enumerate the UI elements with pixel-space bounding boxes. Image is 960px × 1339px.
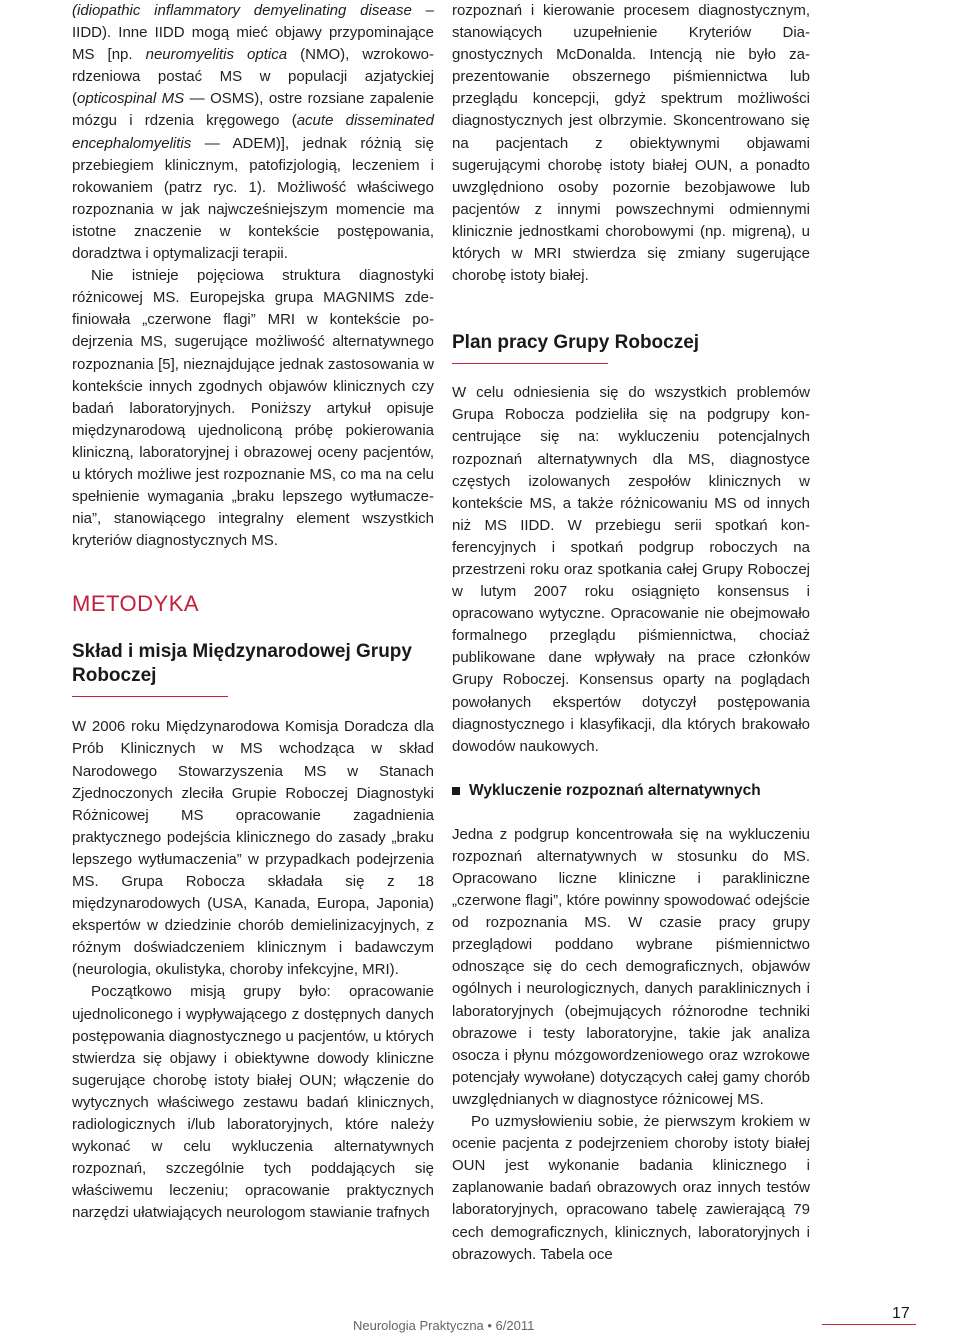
paragraph-continuation: rozpoznań i kierowanie procesem diagnostycznym, stanowiących uzupełnienie Kryteriów Diagnostycznych McDonalda. Intencją nie było zaprezentowanie obszernego piśmiennictwa lub przeglądu koncepcji, gdyż spektrum możliwości diagnostycznych jest olbrzymie. Skoncentrowano się na pacjentach z obiektywnymi objawami sugerującymi chorobę istoty białej OUN, a ponadto uwzględniono osoby pozornie bezobjawowe lub pacjentów z innymi powszechnymi odmiennymi klinicznie jednostkami chorobowymi (np. migreną), u których w MRI stwierdza się zmiany sugerujące chorobę istoty białej. xyxy=(452,2,810,285)
paragraph-work-plan: W celu odniesienia się do wszystkich problemów Grupa Robocza podzieliła się na podgrupy koncentrujące się na: wykluczeniu potencjalnych rozpoznań alternatywnych dla MS, diagnostyce częstych izolowanych zespołów klinicznych w kontekście MS, a także różnicowaniu MS od innych niż MS IIDD. W przebiegu serii spotkań konferencyjnych i spotkań podgrup roboczych na przestrzeni roku oraz spotkania całej Grupy Roboczej w lutym 2007 roku osiągnięto konsensus i opracowano wytyczne. Opracowanie nie obejmowało formalnego przeglądu piśmiennictwa, chociaż publikowane dane wpływały na prace członków Grupy Roboczej. Konsensus oparty na poglądach powołanych ekspertów dotyczył postępowania diagnostycznego i klasyfikacji, dla których brakowało dowodów naukowych. xyxy=(452,384,810,755)
structure-paragraph: Nie istnieje pojęciowa struktura diagnostyki różnicowej MS. Europejska grupa MAGNIMS zdefiniowała „czerwone flagi” MRI w kontekście podejrzenia MS, sugerujące możliwość alternatywnego rozpoznania [5], nieznajdujące jednak zastosowania w kontekście innych zgodnych objawów klinicznych czy badań laboratoryjnych. Poniższy artykuł opisuje międzynarodową ujednoliconą próbę pokierowania kliniczną, laboratoryjnej i obrazowej oceny pacjentów, u których możliwe jest rozpoznanie MS, co ma na celu spełnienie wymagania „braku lepszego wytłumaczenia”, stanowiącego integralny element wszystkich kryteriów diagnostycznych MS. xyxy=(72,267,434,550)
left-column xyxy=(72,0,434,1225)
footer-journal-name: Neurologia Praktyczna • 6/2011 xyxy=(353,1318,535,1333)
paragraph-exclusion: Jedna z podgrup koncentrowała się na wykluczeniu rozpoznań alternatywnych w stosunku do MS. Opracowano liczne kliniczne i parakliniczne „czerwone flagi”, które powinny spowodować odejście od rozpoznania MS. W czasie pracy grupy przeglądowi poddano wybrane piśmiennictwo odnoszące się do cech demograficznych, objawów ogólnych i neurologicznych, danych paraklinicznych i laboratoryjnych (obejmujących różnorodne techniki obrazowe i testy laboratoryjne, takie jak analiza osocza i płynu mózgowordzeniowego oraz wzrokowe potencjały wywołane) dotyczących całej gamy chorób uwzględnianych w diagnostyce różnicowej MS. xyxy=(452,825,810,1108)
subheading-composition: Skład i misja Międzynarodowej Grupy Roboczej xyxy=(72,641,412,687)
subheading-rule xyxy=(452,363,608,364)
page-number: 17 xyxy=(892,1305,910,1322)
subheading-rule xyxy=(72,696,228,697)
intro-paragraph: (idiopathic inflammatory demyelinating disease – IIDD). Inne IIDD mogą mieć objawy przypominające MS [np. neuromyelitis optica (NMO), wzrokowo-rdzeniowa postać MS w populacji azjatyckiej (opticospinal MS — OSMS), ostre rozsiane zapalenie mózgu i rdzenia kręgowego (acute disseminated encephalomyelitis — ADEM)], jednak różnią się przebiegiem klinicznym, patofizjologią, leczeniem i rokowaniem (patrz ryc. 1). Możliwość właściwego rozpoznania w jak najwcześniejszym momencie ma istotne znaczenie w kontekście postępowania, doradztwa i optymalizacji terapii. xyxy=(72,2,435,263)
paragraph-2006-commission: W 2006 roku Międzynarodowa Komisja Doradcza dla Prób Klinicznych w MS wchodząca w skład Narodowego Stowarzyszenia MS w Stanach Zjednoczonych zleciła Grupie Roboczej Diagnostyki Różnicowej MS opracowanie zagadnienia praktycznego podejścia klinicznego do zasady „braku lepszego wytłumaczenia” w przypadkach podejrzenia MS. Grupa Robocza składała się z 18 międzynarodowych (USA, Kanada, Europa, Japonia) ekspertów w dziedzinie chorób demielinizacyjnych, z różnym doświadczeniem klinicznym i badawczym (neurologia, okulistyka, choroby infekcyjne, MRI). xyxy=(72,718,434,979)
square-bullet-icon xyxy=(452,787,460,795)
footer-rule xyxy=(822,1324,916,1325)
bullet-heading-text: Wykluczenie rozpoznań alternatywnych xyxy=(469,781,761,799)
paragraph-realization: Po uzmysłowieniu sobie, że pierwszym krokiem w ocenie pacjenta z podejrzeniem choroby istoty białej OUN jest wykonanie badania klinicznego i zaplanowanie badań obrazowych oraz innych testów laboratoryjnych, opracowano tabelę zawierającą 79 cech demograficznych, klinicznych, laboratoryjnych i obrazowych. Tabela oce xyxy=(452,1113,810,1263)
right-column xyxy=(452,0,810,1266)
subheading-work-plan: Plan pracy Grupy Roboczej xyxy=(452,332,700,354)
paragraph-mission: Początkowo misją grupy było: opracowanie ujednoliconego i wypływającego z dostępnych danych postępowania diagnostycznego u pacjentów, u których stwierdza się objawy i obiektywne dowody kliniczne sugerujące chorobę istoty białej OUN; włączenie do wytycznych właściwego zestawu badań klinicznych, radiologicznych i/lub laboratoryjnych, które należy wykonać w celu wykluczenia alternatywnych rozpoznań, szczególnie tych poddających się właściwemu leczeniu; opracowanie praktycznych narzędzi ułatwiających neurologom stawianie trafnych xyxy=(72,983,434,1222)
section-heading-metodyka: METODYKA xyxy=(72,591,200,617)
bullet-heading-exclusion xyxy=(452,780,810,802)
